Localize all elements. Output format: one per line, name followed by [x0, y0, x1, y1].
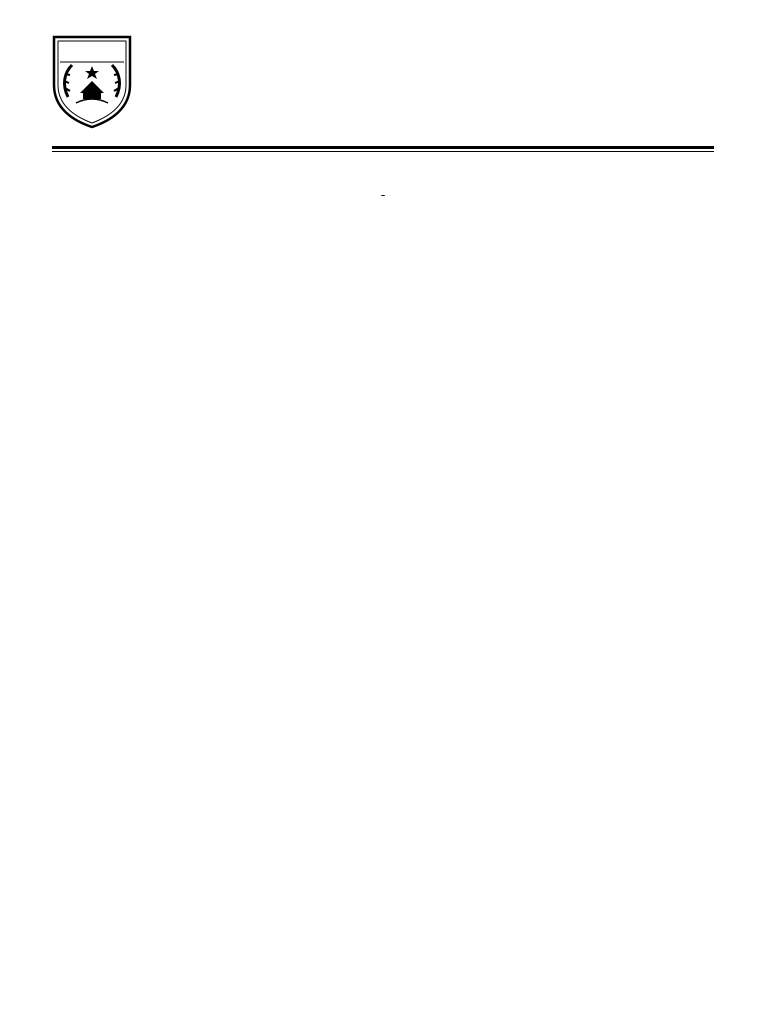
shield-emblem-icon: [50, 33, 134, 129]
letterhead-rule-thin: [52, 151, 714, 152]
decree-title: [52, 181, 714, 200]
letterhead-rule-thick: [52, 146, 714, 149]
regency-emblem: [50, 33, 134, 129]
